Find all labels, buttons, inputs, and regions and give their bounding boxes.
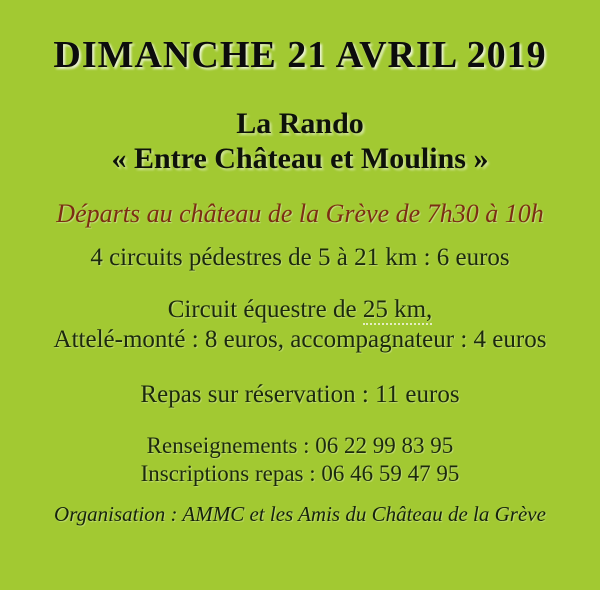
equestrian-line1 — [0, 295, 600, 326]
equestrian-circuit-info — [0, 295, 600, 356]
departure-info: Départs au château de la Grève de 7h30 à 10h — [56, 198, 544, 228]
equestrian-line1-prefix: Circuit équestre de — [167, 295, 363, 323]
poster-title: DIMANCHE 21 AVRIL 2019 — [53, 34, 547, 76]
meal-info: Repas sur réservation : 11 euros — [140, 380, 460, 408]
organisation-credit: Organisation : AMMC et les Amis du Château de la Grève — [54, 501, 546, 526]
event-name-line2: « Entre Château et Moulins » — [111, 141, 489, 175]
contact-info — [0, 432, 600, 488]
pedestrian-circuits-info: 4 circuits pédestres de 5 à 21 km : 6 euros — [90, 244, 510, 272]
equestrian-distance: 25 km, — [362, 295, 433, 323]
equestrian-line2: Attelé-monté : 8 euros, accompagnateur : 4 euros — [53, 326, 547, 354]
event-name-line1: La Rando — [236, 106, 364, 140]
contact-phone-info: Renseignements : 06 22 99 83 95 — [146, 432, 454, 458]
contact-phone-meal-booking: Inscriptions repas : 06 46 59 47 95 — [140, 460, 460, 486]
event-name — [0, 106, 600, 176]
